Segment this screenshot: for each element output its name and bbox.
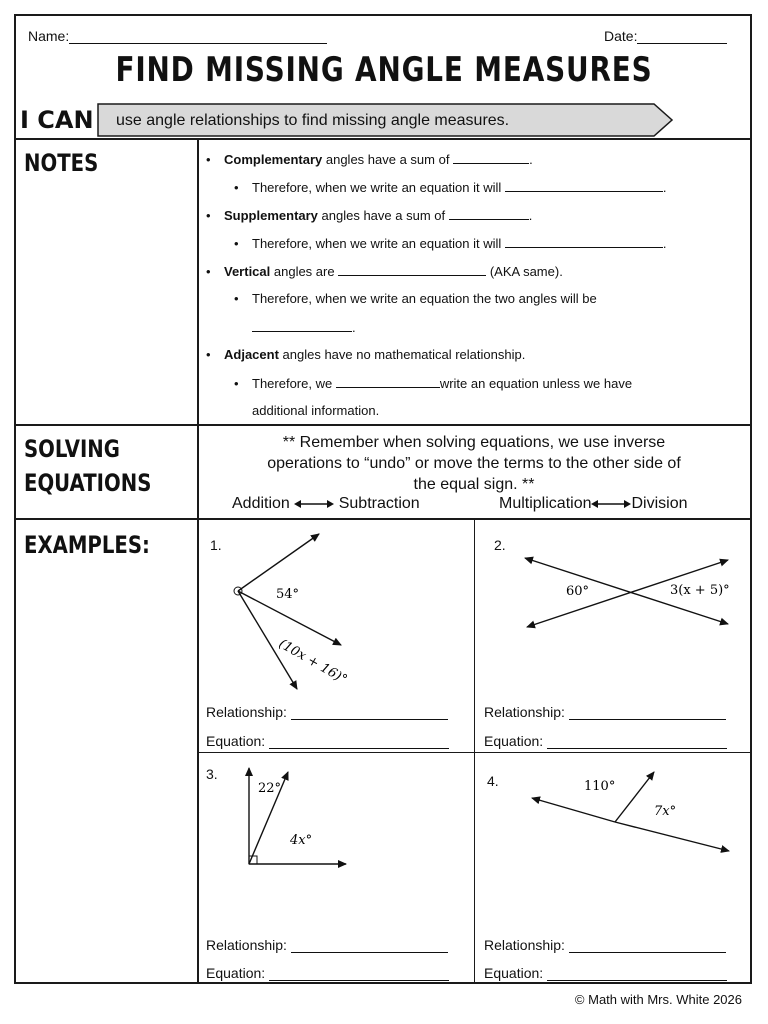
relationship-blank[interactable] xyxy=(291,706,448,720)
adjacent-blank[interactable] xyxy=(336,375,440,388)
equation-label: Equation: xyxy=(206,733,266,749)
notes-top-border xyxy=(14,138,752,140)
example-1-number: 1. xyxy=(210,537,222,553)
example-2-number: 2. xyxy=(494,537,506,553)
period: . xyxy=(662,236,667,251)
double-arrow-icon xyxy=(591,499,631,509)
example-1-equation[interactable] xyxy=(206,733,449,749)
name-label: Name: xyxy=(28,28,70,44)
solving-heading-line1: SOLVING xyxy=(24,435,120,463)
solving-heading-line2: EQUATIONS xyxy=(24,469,152,497)
date-blank[interactable] xyxy=(637,29,727,44)
vertical-equation-blank[interactable] xyxy=(252,319,352,332)
example-4-number: 4. xyxy=(487,773,499,789)
example-3-relationship[interactable] xyxy=(206,937,448,953)
complementary-blank[interactable] xyxy=(453,151,529,164)
name-field[interactable] xyxy=(28,28,327,44)
example-2-angle-b: 3(x + 5)° xyxy=(670,583,730,598)
ican-statement: use angle relationships to find missing angle measures. xyxy=(116,112,510,129)
addition-label: Addition xyxy=(232,495,290,512)
complementary-text: angles have a sum of xyxy=(322,152,450,167)
name-blank[interactable] xyxy=(69,29,327,44)
example-4-angle-a: 110° xyxy=(584,779,616,794)
note-complementary: • Complementary angles have a sum of . xyxy=(206,152,533,167)
vertical-term: Vertical xyxy=(224,264,271,279)
example-2-equation[interactable] xyxy=(484,733,727,749)
date-label: Date: xyxy=(604,28,638,44)
period: . xyxy=(662,180,667,195)
adjacent-therefore-a: Therefore, we xyxy=(252,376,333,391)
example-4-angle-b: 7x° xyxy=(654,804,677,819)
example-3-angle-a: 22° xyxy=(258,781,282,796)
subtraction-label: Subtraction xyxy=(338,495,420,512)
note-vertical-blank-line xyxy=(252,319,356,335)
complementary-equation-blank[interactable] xyxy=(505,179,663,192)
relationship-blank[interactable] xyxy=(569,706,726,720)
equation-blank[interactable] xyxy=(547,735,727,749)
period: . xyxy=(529,152,533,167)
examples-top-border xyxy=(14,518,752,520)
equation-blank[interactable] xyxy=(269,735,449,749)
example-3-diagram xyxy=(238,760,358,875)
supplementary-equation-blank[interactable] xyxy=(505,235,663,248)
double-arrow-icon xyxy=(294,499,334,509)
example-3-number: 3. xyxy=(206,766,218,782)
note-supplementary: • Supplementary angles have a sum of . xyxy=(206,208,533,223)
relationship-label: Relationship: xyxy=(484,704,565,720)
example-4-relationship[interactable] xyxy=(484,937,726,953)
solving-reminder xyxy=(198,432,750,495)
note-vertical: • Vertical angles are (AKA same). xyxy=(206,264,563,279)
reminder-line1: ** Remember when solving equations, we use inverse xyxy=(282,434,666,451)
relationship-label: Relationship: xyxy=(206,937,287,953)
aka-same: (AKA same). xyxy=(489,264,563,279)
equation-label: Equation: xyxy=(484,733,544,749)
example-3-angle-b: 4x° xyxy=(290,833,313,848)
multiplication-label: Multiplication xyxy=(499,495,592,512)
relationship-label: Relationship: xyxy=(484,937,565,953)
supplementary-text: angles have a sum of xyxy=(317,208,446,223)
supplementary-term: Supplementary xyxy=(224,208,318,223)
example-1-angle-b: (10x + 16)° xyxy=(276,636,350,688)
examples-heading: EXAMPLES: xyxy=(24,531,150,559)
line-4-right xyxy=(615,822,729,851)
reminder-line3: the equal sign. ** xyxy=(413,476,535,493)
ray-4-up xyxy=(615,772,654,822)
therefore-text: Therefore, when we write an equation it will xyxy=(252,236,502,251)
line-4-left xyxy=(532,798,615,822)
equation-label: Equation: xyxy=(484,965,544,981)
vertical-text: angles are xyxy=(270,264,335,279)
reminder-line2: operations to “undo” or move the terms to the other side of xyxy=(267,455,681,472)
ican-label: I CAN xyxy=(20,106,94,134)
example-1-angle-a: 54° xyxy=(276,587,300,602)
relationship-label: Relationship: xyxy=(206,704,287,720)
note-supplementary-therefore: • Therefore, when we write an equation it will . xyxy=(234,236,667,251)
note-vertical-therefore: • Therefore, when we write an equation the two angles will be xyxy=(234,291,597,306)
example-1-relationship[interactable] xyxy=(206,704,448,720)
note-complementary-therefore: • Therefore, when we write an equation it will . xyxy=(234,180,667,195)
notes-heading: NOTES xyxy=(24,149,99,177)
equation-label: Equation: xyxy=(206,965,266,981)
example-4-equation[interactable] xyxy=(484,965,727,981)
division-label: Division xyxy=(631,495,688,512)
example-3-equation[interactable] xyxy=(206,965,449,981)
example-2-diagram xyxy=(515,550,740,635)
equation-blank[interactable] xyxy=(547,967,727,981)
relationship-blank[interactable] xyxy=(291,939,448,953)
vertical-therefore-text: Therefore, when we write an equation the two angles will be xyxy=(252,291,597,306)
note-adjacent-therefore: • Therefore, we write an equation unless we have xyxy=(234,376,633,391)
adjacent-term: Adjacent xyxy=(224,347,279,362)
example-2-angle-a: 60° xyxy=(566,584,590,599)
complementary-term: Complementary xyxy=(224,152,323,167)
relationship-blank[interactable] xyxy=(569,939,726,953)
adjacent-therefore-b: write an equation unless we have xyxy=(439,376,633,391)
note-adjacent: • Adjacent angles have no mathematical relationship. xyxy=(206,347,526,362)
examples-middle-divider xyxy=(198,752,752,753)
example-2-relationship[interactable] xyxy=(484,704,726,720)
solving-top-border xyxy=(14,424,752,426)
date-field[interactable] xyxy=(604,28,727,44)
ican-banner xyxy=(16,102,676,138)
example-1-diagram xyxy=(220,525,380,700)
label-column-divider xyxy=(197,138,199,984)
note-additional-info: additional information. xyxy=(252,403,380,418)
vertical-blank[interactable] xyxy=(338,263,486,276)
multiplication-division xyxy=(499,495,688,513)
addition-subtraction xyxy=(232,495,420,513)
supplementary-blank[interactable] xyxy=(449,207,529,220)
period: . xyxy=(352,320,356,335)
therefore-text: Therefore, when we write an equation it will xyxy=(252,180,502,195)
page-title: FIND MISSING ANGLE MEASURES xyxy=(115,50,653,90)
equation-blank[interactable] xyxy=(269,967,449,981)
copyright-footer: © Math with Mrs. White 2026 xyxy=(574,992,742,1007)
example-4-diagram xyxy=(522,762,737,857)
adjacent-text: angles have no mathematical relationship. xyxy=(278,347,526,362)
period: . xyxy=(528,208,533,223)
ray-1-upper xyxy=(238,534,319,591)
